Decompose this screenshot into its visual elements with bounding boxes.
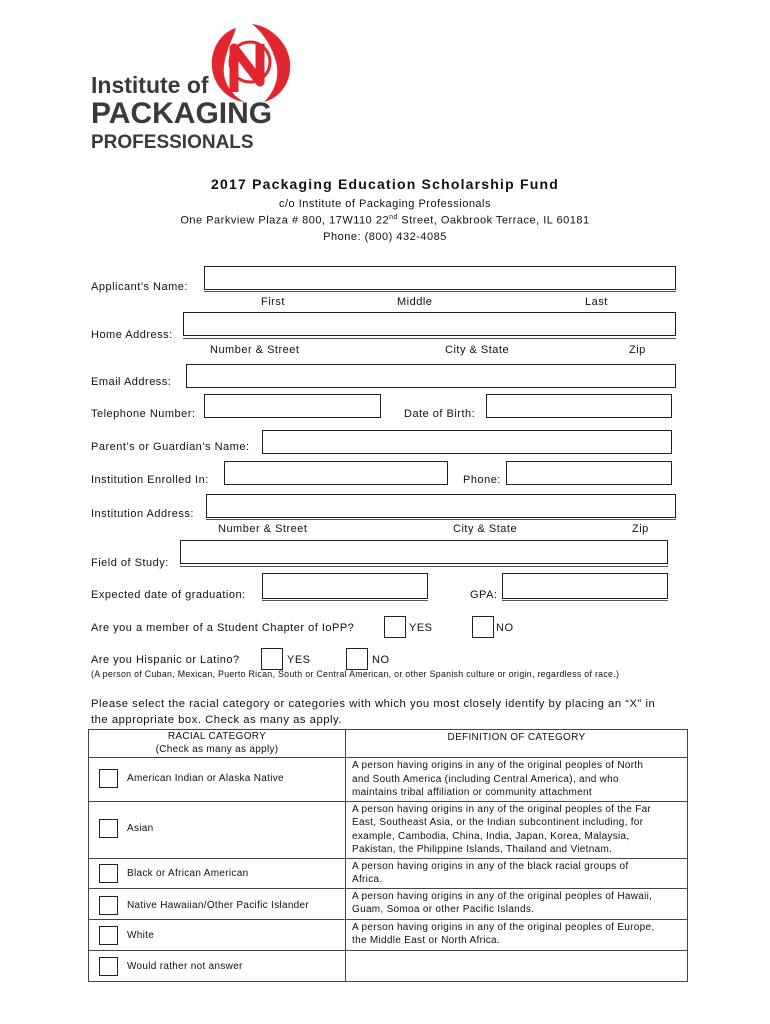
field-of-study-underline <box>180 566 668 567</box>
email-input[interactable] <box>186 364 676 388</box>
address-part-2: Street, Oakbrook Terrace, IL 60181 <box>397 214 590 227</box>
race-label-white: White <box>127 929 155 941</box>
home-address-input[interactable] <box>183 312 676 336</box>
home-address-underline <box>183 338 676 339</box>
field-of-study-label: Field of Study: <box>91 557 169 569</box>
inst-city-state-caption: City & State <box>453 523 518 535</box>
race-checkbox-asian[interactable] <box>99 819 118 838</box>
hispanic-question: Are you Hispanic or Latino? <box>91 654 240 666</box>
hispanic-note: (A person of Cuban, Mexican, Puerto Rican, South or Central American, or other Spanish culture or origin, regardless of race.) <box>91 669 620 679</box>
race-definition-cell <box>346 801 688 858</box>
race-label-cell <box>89 858 346 888</box>
dob-input[interactable] <box>486 394 672 418</box>
race-col2-header <box>346 730 688 758</box>
institution-input[interactable] <box>224 461 448 485</box>
home-address-label: Home Address: <box>91 329 173 341</box>
address-part-1: One Parkview Plaza # 800, 17W110 22 <box>180 214 390 227</box>
definition-line: example, Cambodia, China, India, Japan, Korea, Malaysia, <box>352 830 630 842</box>
institution-phone-label: Phone: <box>463 474 501 486</box>
race-label-no-answer: Would rather not answer <box>127 960 243 972</box>
logo-line-packaging: PACKAGING <box>91 97 273 130</box>
form-title: 2017 Packaging Education Scholarship Fund <box>211 176 559 192</box>
definition-line: A person having origins in any of the original peoples of Hawaii, <box>352 890 653 902</box>
institution-address-underline <box>206 519 676 520</box>
institution-phone-input[interactable] <box>506 461 672 485</box>
member-no-label: NO <box>496 622 514 634</box>
race-row-american-indian <box>89 758 688 802</box>
mailing-address <box>0 214 770 227</box>
telephone-label: Telephone Number: <box>91 408 196 420</box>
care-of-line: c/o Institute of Packaging Professionals <box>279 198 491 210</box>
race-label-black: Black or African American <box>127 867 249 879</box>
header-phone: Phone: (800) 432-4085 <box>323 231 447 243</box>
race-table-header-row <box>89 730 688 758</box>
definition-line: Pakistan, the Philippine Islands, Thailand and Vietnam. <box>352 844 613 855</box>
definition-line: the Middle East or North Africa. <box>352 935 500 946</box>
address-superscript: nd <box>389 214 398 221</box>
race-instruction-line-1: Please select the racial category or categories with which you most closely identify by placing an “X” in <box>91 698 656 710</box>
race-definition-cell <box>346 758 688 802</box>
race-table <box>88 729 688 982</box>
race-row-asian <box>89 801 688 858</box>
race-col1-header-line1: RACIAL CATEGORY <box>167 731 267 742</box>
race-label-asian: Asian <box>127 822 154 834</box>
definition-line: and South America (including Central America), and who <box>352 773 619 785</box>
institution-address-label: Institution Address: <box>91 508 194 520</box>
institution-label: Institution Enrolled In: <box>91 474 209 486</box>
definition-line: maintains tribal affiliation or community attachment <box>352 787 592 798</box>
race-label-cell <box>89 950 346 981</box>
first-caption: First <box>261 296 285 308</box>
race-row-pacific-islander <box>89 888 688 919</box>
race-col2-header-text: DEFINITION OF CATEGORY <box>447 732 586 743</box>
hispanic-yes-checkbox[interactable] <box>261 648 283 670</box>
race-definition-cell <box>346 858 688 888</box>
race-definition-cell <box>346 919 688 950</box>
definition-line: A person having origins in any of the original peoples of North <box>352 760 644 771</box>
race-row-white <box>89 919 688 950</box>
definition-line: A person having origins in any of the black racial groups of <box>352 860 629 872</box>
race-label-cell <box>89 919 346 950</box>
graduation-label: Expected date of graduation: <box>91 589 246 601</box>
applicant-name-underline <box>204 291 676 292</box>
race-checkbox-white[interactable] <box>99 926 118 945</box>
graduation-input[interactable] <box>262 573 428 599</box>
race-definition-cell-empty <box>346 950 688 981</box>
applicant-name-input[interactable] <box>204 266 676 290</box>
race-instruction-line-2: the appropriate box. Check as many as apply. <box>91 714 342 726</box>
definition-line: East, Southeast Asia, or the Indian subcontinent including, for <box>352 817 644 828</box>
race-col1-header-line2: (Check as many as apply) <box>155 744 279 755</box>
race-col1-header <box>89 730 346 758</box>
definition-line: Africa. <box>352 874 383 885</box>
race-checkbox-no-answer[interactable] <box>99 957 118 976</box>
race-label-pacific-islander: Native Hawaiian/Other Pacific Islander <box>127 899 310 911</box>
definition-line: A person having origins in any of the original peoples of the Far <box>352 803 652 815</box>
home-city-state-caption: City & State <box>445 344 510 356</box>
email-label: Email Address: <box>91 376 172 388</box>
race-definition-cell <box>346 888 688 919</box>
member-yes-checkbox[interactable] <box>384 616 406 638</box>
hispanic-no-checkbox[interactable] <box>346 648 368 670</box>
race-checkbox-pacific-islander[interactable] <box>99 896 118 915</box>
applicant-name-label: Applicant’s Name: <box>91 281 188 293</box>
race-row-black <box>89 858 688 888</box>
race-label-cell <box>89 758 346 802</box>
logo-line-professionals: PROFESSIONALS <box>91 132 254 153</box>
hispanic-no-label: NO <box>372 654 390 666</box>
iopp-logo-mark <box>204 22 294 104</box>
field-of-study-input[interactable] <box>180 540 668 564</box>
member-no-checkbox[interactable] <box>472 616 494 638</box>
gpa-input[interactable] <box>502 573 668 599</box>
gpa-underline <box>502 600 668 601</box>
gpa-label: GPA: <box>470 589 498 601</box>
race-row-no-answer <box>89 950 688 981</box>
inst-number-street-caption: Number & Street <box>218 523 308 535</box>
institution-address-input[interactable] <box>206 494 676 518</box>
race-label-cell <box>89 801 346 858</box>
hispanic-yes-label: YES <box>287 654 311 666</box>
guardian-name-input[interactable] <box>262 430 672 454</box>
inst-zip-caption: Zip <box>632 523 649 535</box>
race-label-american-indian: American Indian or Alaska Native <box>127 773 284 784</box>
telephone-input[interactable] <box>204 394 381 418</box>
graduation-underline <box>262 600 428 601</box>
definition-line: Guam, Somoa or other Pacific Islands. <box>352 904 535 915</box>
guardian-name-label: Parent’s or Guardian’s Name: <box>91 441 250 453</box>
definition-line: A person having origins in any of the original peoples of Europe, <box>352 921 655 933</box>
home-number-street-caption: Number & Street <box>210 344 300 356</box>
dob-label: Date of Birth: <box>404 408 476 420</box>
home-zip-caption: Zip <box>629 344 646 356</box>
member-yes-label: YES <box>409 622 433 634</box>
race-checkbox-american-indian[interactable] <box>99 769 118 788</box>
race-label-cell <box>89 888 346 919</box>
middle-caption: Middle <box>397 296 433 308</box>
member-question: Are you a member of a Student Chapter of IoPP? <box>91 622 355 634</box>
last-caption: Last <box>585 296 608 308</box>
race-checkbox-black[interactable] <box>99 864 118 883</box>
logo-line-institute: Institute of <box>91 72 209 98</box>
